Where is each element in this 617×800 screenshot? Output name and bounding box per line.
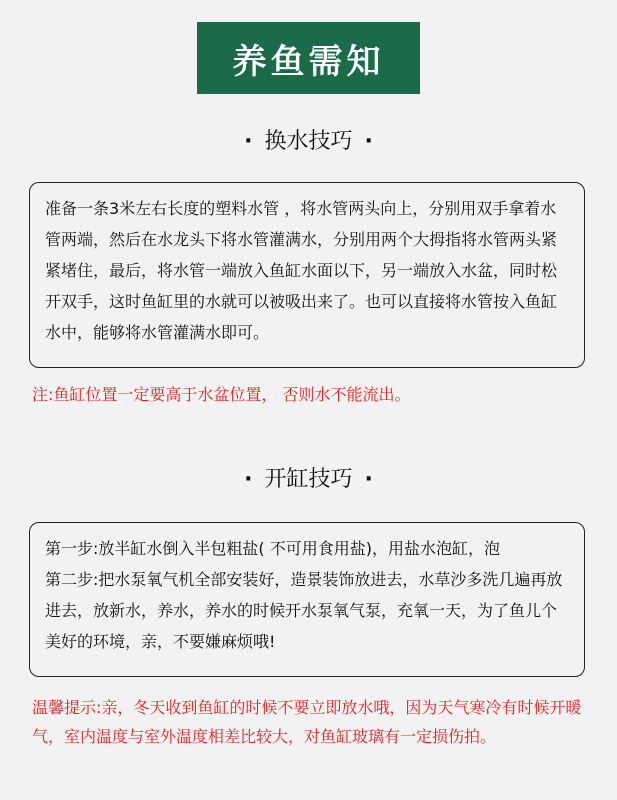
section-heading-water-change	[0, 124, 617, 155]
instruction-box-tank-setup	[29, 522, 585, 677]
instruction-box-water-change	[29, 182, 585, 368]
bullet-dot-left: ·	[244, 467, 253, 492]
step-one-text: 第一步:放半缸水倒入半包粗盐( 不可用食用盐)，用盐水泡缸，泡	[45, 539, 500, 558]
page-title: 养鱼需知	[197, 22, 420, 94]
warm-tip-note: 温馨提示:亲，冬天收到鱼缸的时候不要立即放水哦，因为天气寒冷有时候开暖气，室内温度与室外温度相差比较大，对鱼缸玻璃有一定损伤拍。	[32, 698, 582, 746]
section-heading-tank-setup	[0, 462, 617, 493]
bullet-dot-left: ·	[244, 129, 253, 154]
section-heading-text: 开缸技巧	[264, 467, 353, 492]
instruction-text: 准备一条3米左右长度的塑料水管 ，将水管两头向上，分别用双手拿着水管两端，然后在水龙头下将水管灌满水，分别用两个大拇指将水管两头紧紧堵住，最后，将水管一端放入鱼缸水面以下，另一端放入水盆，同时松开双手，这时鱼缸里的水就可以被吸出来了。也可以直接将水管按入鱼缸水中，能够将水管灌满水即可。	[45, 199, 558, 342]
step-two-text: 第二步:把水泵氧气机全部安装好，造景装饰放进去，水草沙多洗几遍再放进去，放新水，养水，养水的时候开水泵氧气泵，充氧一天，为了鱼儿个美好的环境，亲，不要嫌麻烦哦!	[45, 570, 563, 651]
bullet-dot-right: ·	[364, 467, 373, 492]
section-heading-text: 换水技巧	[264, 129, 353, 154]
warning-note: 注:鱼缸位置一定要高于水盆位置， 否则水不能流出。	[32, 385, 411, 404]
bullet-dot-right: ·	[364, 129, 373, 154]
